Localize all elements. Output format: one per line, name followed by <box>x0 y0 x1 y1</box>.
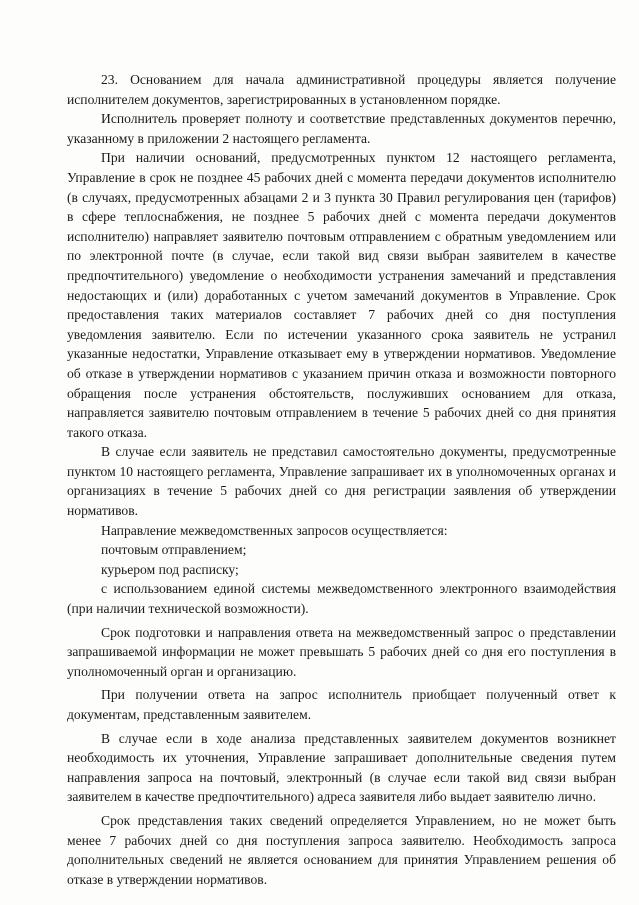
list-item-postal: почтовым отправлением; <box>101 542 247 558</box>
paragraph-interagency-request: В случае если заявитель не представил самостоятельно документы, предусмотренные пунктом 10 настоящего регламента, Управление запрашивает их в уполномоченных органах и организациях в течение 5 рабочих дней со дня регистрации заявления об утверждении нормативов. <box>67 444 616 519</box>
paragraph-23-basis: 23. Основанием для начала административной процедуры является получение исполнителем документов, зарегистрированных в установленном порядке. <box>67 72 616 107</box>
list-item-courier: курьером под расписку; <box>101 561 239 577</box>
paragraph-info-deadline: Срок представления таких сведений определяется Управлением, но не может быть менее 7 рабочих дней со дня поступления запроса заявителю. Необходимость запроса дополнительных сведений не является основанием для принятия Управлением решения об отказе в утверждении нормативов. <box>67 812 616 887</box>
paragraph-response-attach: При получении ответа на запрос исполнитель приобщает полученный ответ к документам, представленным заявителем. <box>67 687 616 722</box>
paragraph-request-methods-intro: Направление межведомственных запросов осуществляется: <box>101 522 448 538</box>
paragraph-response-deadline: Срок подготовки и направления ответа на межведомственный запрос о представлении запрашиваемой информации не может превышать 5 рабочих дней со дня его поступления в уполномоченный орган и организацию. <box>67 624 616 679</box>
paragraph-deficiency-notice: При наличии оснований, предусмотренных пунктом 12 настоящего регламента, Управление в срок не позднее 45 рабочих дней с момента передачи документов исполнителю (в случаях, предусмотренных абзацами 2 и 3 пункта 30 Правил регулирования цен (тарифов) в сфере теплоснабжения, не позднее 5 рабочих дней с момента передачи документов исполнителю) направляет заявителю почтовым отправлением с обратным уведомлением или по электронной почте (в случае, если такой вид связи выбран заявителем в качестве предпочтительного) уведомление о необходимости устранения замечаний и представления недостающих и (или) доработанных с учетом замечаний документов в Управление. Срок предоставления таких материалов составляет 7 рабочих дней со дня поступления уведомления заявителю. Если по истечении указанного срока заявитель не устранил указанные недостатки, Управление отказывает ему в утверждении нормативов. Уведомление об отказе в утверждении нормативов с указанием причин отказа и возможности повторного обращения после устранения обстоятельств, послуживших основанием для отказа, направляется заявителю почтовым отправлением в течение 5 рабочих дней со дня принятия такого отказа. <box>67 150 616 440</box>
document-body <box>67 70 616 889</box>
paragraph-additional-info: В случае если в ходе анализа представленных заявителем документов возникнет необходимость их уточнения, Управление запрашивает дополнительные сведения путем направления запроса на почтовый, электронный (в случае если такой вид связи выбран заявителем в качестве предпочтительного) адреса заявителя либо выдает заявителю лично. <box>67 730 616 805</box>
paragraph-document-check: Исполнитель проверяет полноту и соответствие представленных документов перечню, указанному в приложении 2 настоящего регламента. <box>67 111 616 146</box>
list-item-electronic-system: с использованием единой системы межведомственного электронного взаимодействия (при наличии технической возможности). <box>67 581 616 617</box>
